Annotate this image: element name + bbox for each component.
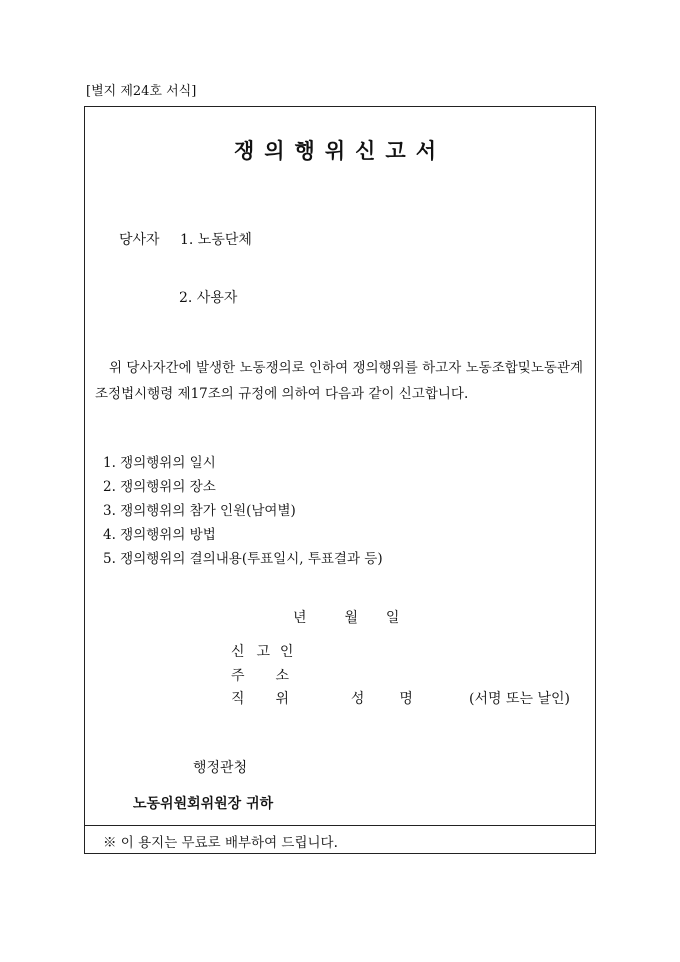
form-container <box>84 106 596 854</box>
addressee: 노동위원회위원장 귀하 <box>133 796 274 812</box>
declarant-char: 신 <box>231 644 245 660</box>
position-char: 직 <box>231 691 245 707</box>
declarant-label <box>231 641 293 661</box>
form-reference: [별지 제24호 서식] <box>86 84 197 99</box>
address-char: 주 <box>231 668 245 684</box>
list-item: 5. 쟁의행위의 결의내용(투표일시, 투표결과 등) <box>103 551 383 567</box>
date-year-label: 년 <box>293 610 307 626</box>
date-line <box>293 607 399 627</box>
declaration-body: 위 당사자간에 발생한 노동쟁의로 인하여 쟁의행위를 하고자 노동조합및노동관계조정법시행령 제17조의 규정에 의하여 다음과 같이 신고합니다. <box>95 360 583 402</box>
list-item: 2. 쟁의행위의 장소 <box>103 479 216 495</box>
party-employer: 2. 사용자 <box>179 290 238 306</box>
position-char: 위 <box>275 691 289 707</box>
form-title: 쟁의행위신고서 <box>233 139 446 163</box>
address-char: 소 <box>275 668 289 684</box>
signature-note: (서명 또는 날인) <box>469 691 570 707</box>
name-char: 성 <box>350 691 365 707</box>
list-item: 1. 쟁의행위의 일시 <box>103 455 216 471</box>
item-list <box>103 451 383 571</box>
date-month-label: 월 <box>344 610 358 626</box>
position-name-label <box>231 688 413 708</box>
list-item: 4. 쟁의행위의 방법 <box>103 527 216 543</box>
name-char: 명 <box>399 691 413 707</box>
party-labor-union: 1. 노동단체 <box>180 232 252 248</box>
parties-label: 당사자 <box>119 232 160 248</box>
date-day-label: 일 <box>385 610 400 626</box>
authority-label: 행정관청 <box>193 760 248 776</box>
list-item: 3. 쟁의행위의 참가 인원(남여별) <box>103 503 296 519</box>
declarant-char: 고 <box>256 644 270 660</box>
footer-note: ※ 이 용지는 무료로 배부하여 드립니다. <box>103 835 338 851</box>
declarant-char: 인 <box>279 644 294 660</box>
address-label <box>231 665 289 685</box>
footer-divider <box>85 825 595 826</box>
